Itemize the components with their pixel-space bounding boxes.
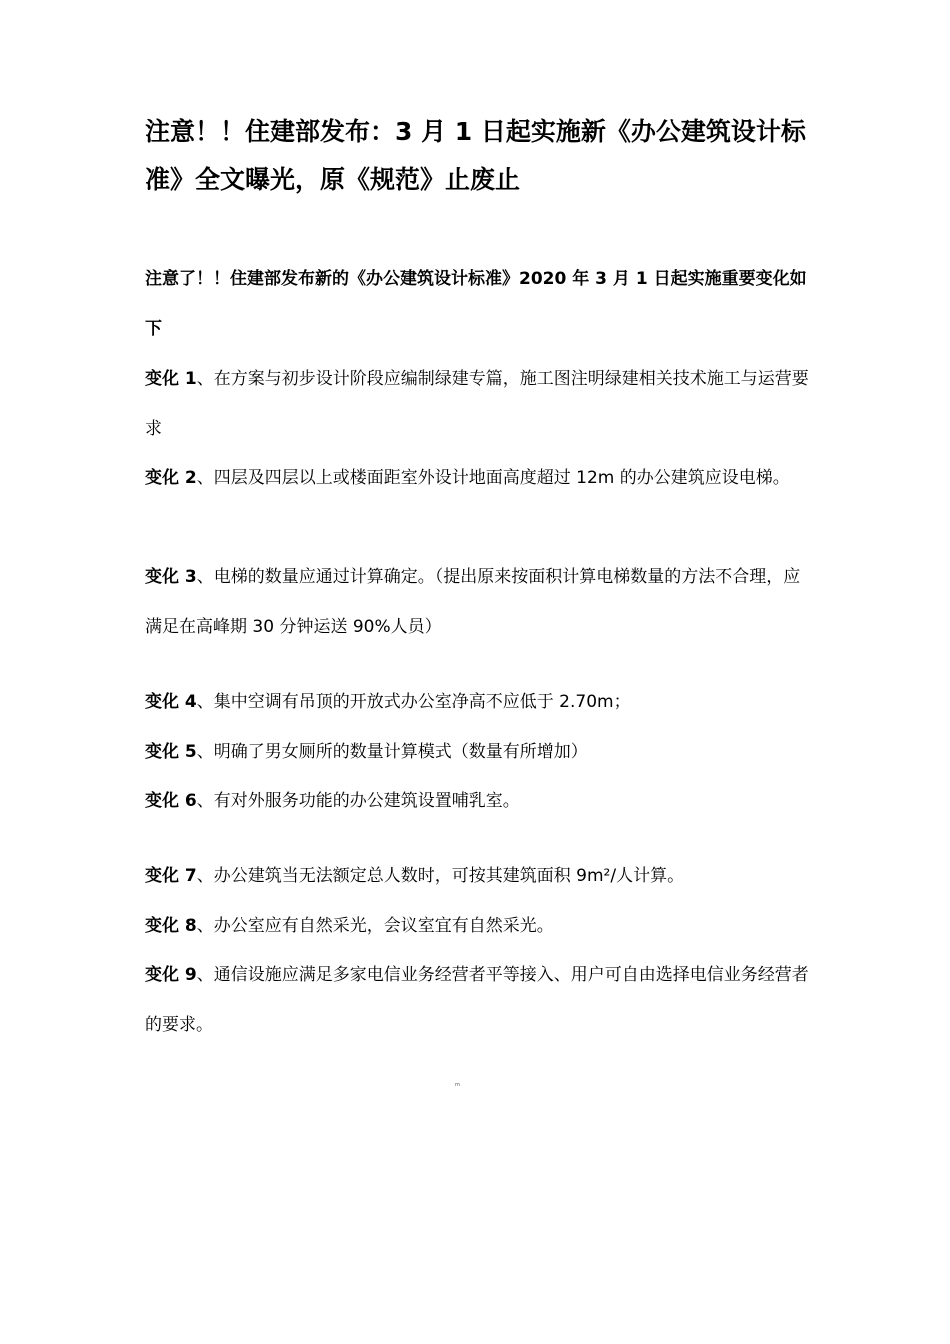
change-item-8 (145, 901, 815, 951)
change-label: 变化 6 (145, 791, 197, 811)
change-text: 、在方案与初步设计阶段应编制绿建专篇，施工图注明绿建相关技术施工与运营要求 (145, 369, 809, 439)
intro-paragraph: 注意了！！住建部发布新的《办公建筑设计标准》2020 年 3 月 1 日起实施重要变化如下 (145, 269, 807, 339)
change-label: 变化 7 (145, 866, 197, 886)
change-label: 变化 5 (145, 742, 197, 762)
change-text: 、通信设施应满足多家电信业务经营者平等接入、用户可自由选择电信业务经营者的要求。 (145, 965, 809, 1035)
change-label: 变化 1 (145, 369, 197, 389)
document-title: 注意！！住建部发布：3 月 1 日起实施新《办公建筑设计标准》全文曝光，原《规范》止废止 (145, 117, 806, 194)
change-label: 变化 8 (145, 916, 197, 936)
change-item-2 (145, 453, 815, 503)
change-text: 、办公建筑当无法额定总人数时，可按其建筑面积 9m²/人计算。 (196, 866, 685, 886)
change-item-4 (145, 677, 815, 727)
change-item-1 (145, 354, 815, 454)
change-item-9 (145, 950, 815, 1050)
change-item-5 (145, 727, 815, 777)
change-text: 、有对外服务功能的办公建筑设置哺乳室。 (196, 791, 520, 811)
change-item-6 (145, 776, 815, 826)
change-label: 变化 3 (145, 567, 197, 587)
change-item-7 (145, 851, 815, 901)
change-label: 变化 2 (145, 468, 197, 488)
change-item-3 (145, 552, 815, 652)
change-text: 、办公室应有自然采光，会议室宜有自然采光。 (196, 916, 554, 936)
change-text: 、集中空调有吊顶的开放式办公室净高不应低于 2.70m； (196, 692, 631, 712)
change-label: 变化 9 (145, 965, 197, 985)
change-text: 、明确了男女厕所的数量计算模式（数量有所增加） (196, 742, 588, 762)
change-text: 、电梯的数量应通过计算确定。（提出原来按面积计算电梯数量的方法不合理，应满足在高峰期 30 分钟运送 90%人员） (145, 567, 801, 637)
change-label: 变化 4 (145, 692, 197, 712)
change-text: 、四层及四层以上或楼面距室外设计地面高度超过 12m 的办公建筑应设电梯。 (196, 468, 790, 488)
footer-mark: m (455, 1082, 460, 1088)
